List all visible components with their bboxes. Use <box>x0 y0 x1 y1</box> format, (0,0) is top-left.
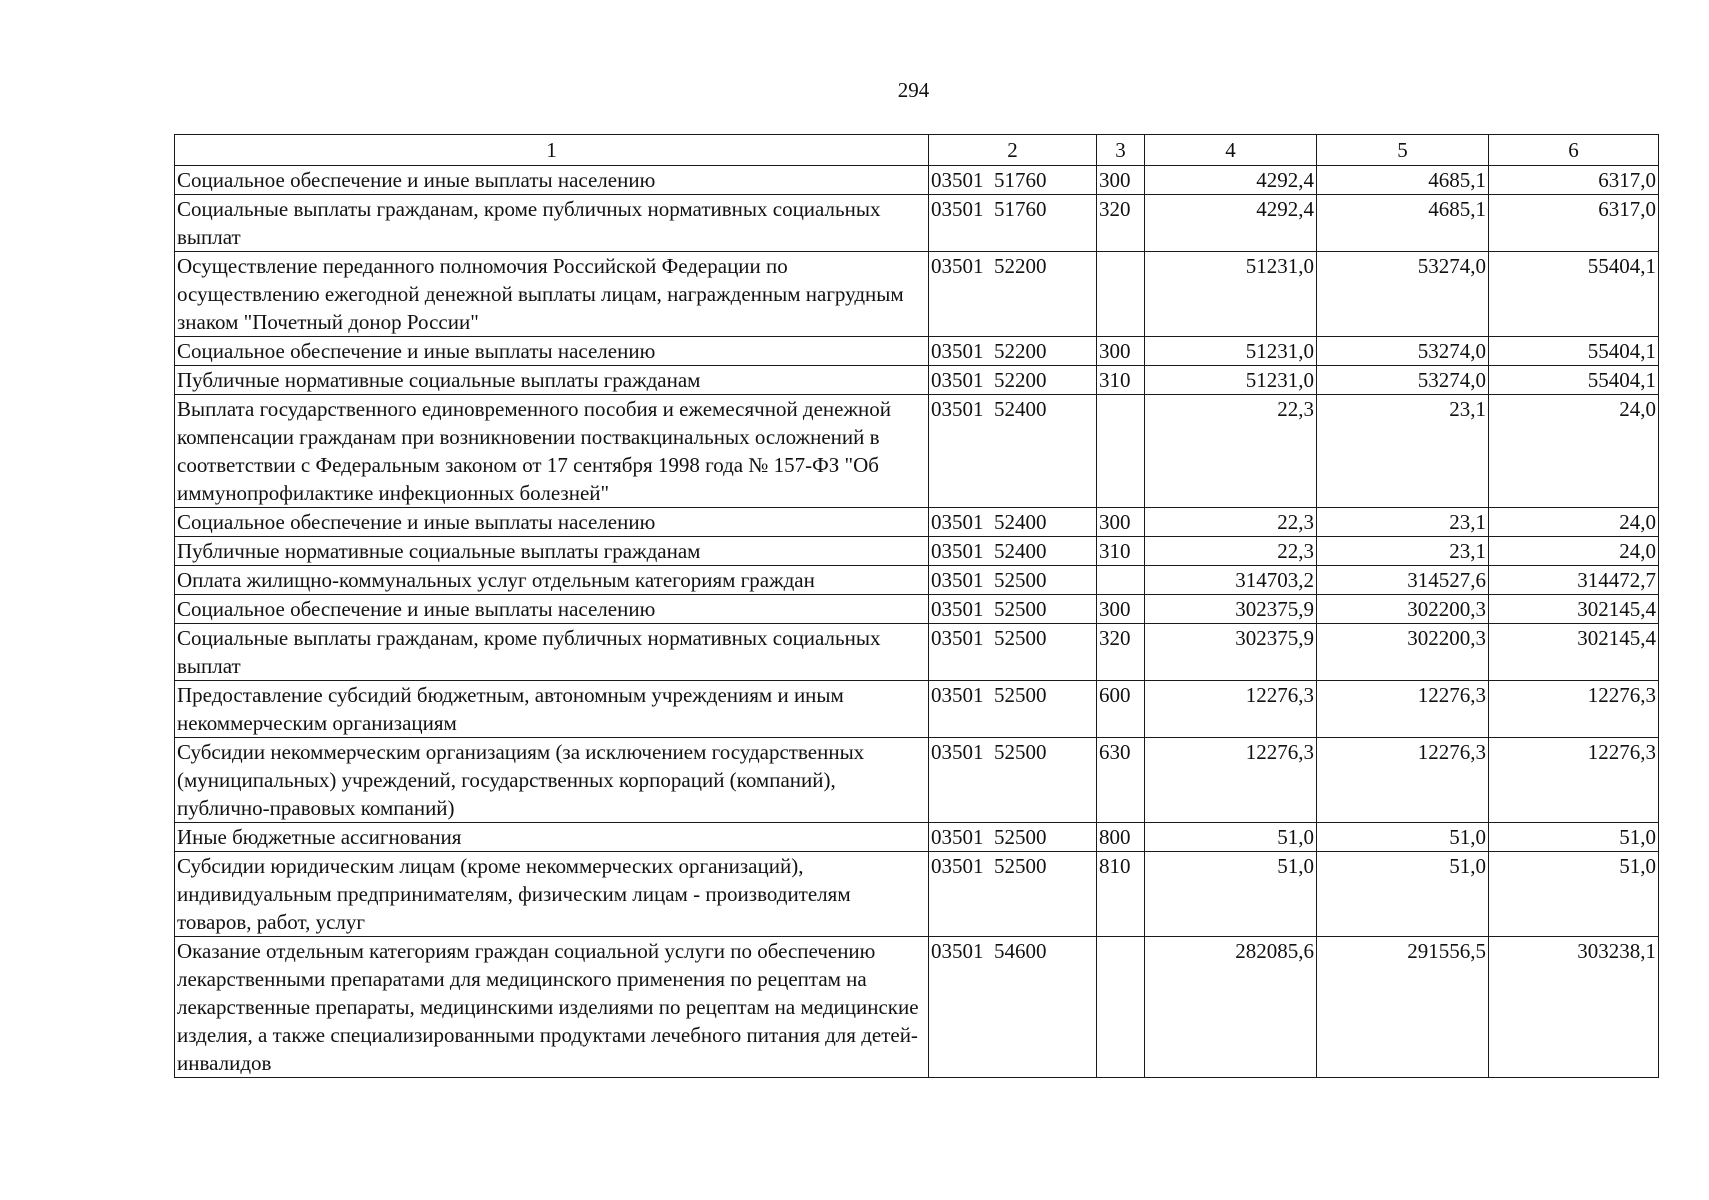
column-header: 6 <box>1489 135 1659 166</box>
table-header-row <box>175 135 1659 166</box>
row-type-cell: 600 <box>1097 681 1145 738</box>
table-row <box>175 395 1659 508</box>
row-type-cell: 300 <box>1097 508 1145 537</box>
row-name-cell: Публичные нормативные социальные выплаты гражданам <box>175 366 929 395</box>
row-value-col4: 51231,0 <box>1145 337 1317 366</box>
table-row <box>175 681 1659 738</box>
table-row <box>175 823 1659 852</box>
table-row <box>175 508 1659 537</box>
row-value-col4: 51,0 <box>1145 852 1317 937</box>
row-value-col5: 12276,3 <box>1317 681 1489 738</box>
row-value-col6: 12276,3 <box>1489 681 1659 738</box>
row-type-cell <box>1097 937 1145 1078</box>
row-type-cell: 630 <box>1097 738 1145 823</box>
row-code-cell: 03501 52500 <box>929 595 1097 624</box>
row-value-col4: 51,0 <box>1145 823 1317 852</box>
column-header: 3 <box>1097 135 1145 166</box>
row-code-cell: 03501 52400 <box>929 508 1097 537</box>
row-value-col5: 314527,6 <box>1317 566 1489 595</box>
row-code-cell: 03501 52400 <box>929 537 1097 566</box>
row-type-cell: 320 <box>1097 195 1145 252</box>
row-value-col6: 55404,1 <box>1489 252 1659 337</box>
row-value-col5: 53274,0 <box>1317 252 1489 337</box>
row-value-col6: 303238,1 <box>1489 937 1659 1078</box>
row-value-col6: 55404,1 <box>1489 337 1659 366</box>
row-value-col5: 51,0 <box>1317 823 1489 852</box>
column-header: 4 <box>1145 135 1317 166</box>
row-value-col6: 314472,7 <box>1489 566 1659 595</box>
row-code-cell: 03501 52500 <box>929 823 1097 852</box>
row-code-cell: 03501 52500 <box>929 738 1097 823</box>
row-name-cell: Субсидии некоммерческим организациям (за исключением государственных (муниципальных) учреждений, государственных корпораций (компаний), публично-правовых компаний) <box>175 738 929 823</box>
row-name-cell: Публичные нормативные социальные выплаты гражданам <box>175 537 929 566</box>
row-value-col6: 12276,3 <box>1489 738 1659 823</box>
row-value-col5: 12276,3 <box>1317 738 1489 823</box>
row-name-cell: Социальные выплаты гражданам, кроме публичных нормативных социальных выплат <box>175 195 929 252</box>
row-value-col4: 4292,4 <box>1145 195 1317 252</box>
row-type-cell: 310 <box>1097 537 1145 566</box>
row-value-col4: 314703,2 <box>1145 566 1317 595</box>
table-row <box>175 537 1659 566</box>
table-body <box>175 166 1659 1078</box>
row-value-col5: 4685,1 <box>1317 166 1489 195</box>
row-value-col5: 302200,3 <box>1317 595 1489 624</box>
table-row <box>175 595 1659 624</box>
row-type-cell: 320 <box>1097 624 1145 681</box>
row-value-col4: 12276,3 <box>1145 738 1317 823</box>
row-value-col5: 23,1 <box>1317 508 1489 537</box>
row-value-col5: 53274,0 <box>1317 366 1489 395</box>
table-row <box>175 337 1659 366</box>
row-type-cell: 810 <box>1097 852 1145 937</box>
row-code-cell: 03501 52400 <box>929 395 1097 508</box>
row-name-cell: Оплата жилищно-коммунальных услуг отдельным категориям граждан <box>175 566 929 595</box>
row-name-cell: Субсидии юридическим лицам (кроме некоммерческих организаций), индивидуальным предпринимателям, физическим лицам - производителям товаров, работ, услуг <box>175 852 929 937</box>
row-code-cell: 03501 52200 <box>929 337 1097 366</box>
row-value-col5: 302200,3 <box>1317 624 1489 681</box>
row-type-cell: 300 <box>1097 166 1145 195</box>
row-type-cell <box>1097 566 1145 595</box>
row-type-cell: 800 <box>1097 823 1145 852</box>
row-name-cell: Оказание отдельным категориям граждан социальной услуги по обеспечению лекарственными препаратами для медицинского применения по рецептам на лекарственные препараты, медицинскими изделиями по рецептам на медицинские изделия, а также специализированными продуктами лечебного питания для детей-инвалидов <box>175 937 929 1078</box>
table-row <box>175 624 1659 681</box>
row-value-col4: 282085,6 <box>1145 937 1317 1078</box>
row-name-cell: Выплата государственного единовременного пособия и ежемесячной денежной компенсации гражданам при возникновении поствакцинальных осложнений в соответствии с Федеральным законом от 17 сентября 1998 года № 157-ФЗ "Об иммунопрофилактике инфекционных болезней" <box>175 395 929 508</box>
row-value-col5: 51,0 <box>1317 852 1489 937</box>
table-row <box>175 937 1659 1078</box>
row-value-col5: 291556,5 <box>1317 937 1489 1078</box>
row-code-cell: 03501 51760 <box>929 166 1097 195</box>
row-code-cell: 03501 51760 <box>929 195 1097 252</box>
row-name-cell: Социальное обеспечение и иные выплаты населению <box>175 166 929 195</box>
row-value-col6: 51,0 <box>1489 852 1659 937</box>
row-value-col4: 302375,9 <box>1145 595 1317 624</box>
row-code-cell: 03501 52500 <box>929 624 1097 681</box>
row-name-cell: Осуществление переданного полномочия Российской Федерации по осуществлению ежегодной денежной выплаты лицам, награжденным нагрудным знаком "Почетный донор России" <box>175 252 929 337</box>
row-value-col6: 6317,0 <box>1489 166 1659 195</box>
table-row <box>175 738 1659 823</box>
row-code-cell: 03501 52200 <box>929 366 1097 395</box>
row-value-col5: 53274,0 <box>1317 337 1489 366</box>
row-value-col4: 51231,0 <box>1145 252 1317 337</box>
row-value-col5: 4685,1 <box>1317 195 1489 252</box>
budget-table <box>174 134 1659 1078</box>
row-type-cell <box>1097 395 1145 508</box>
table-row <box>175 252 1659 337</box>
row-value-col6: 24,0 <box>1489 537 1659 566</box>
row-value-col5: 23,1 <box>1317 395 1489 508</box>
row-value-col4: 51231,0 <box>1145 366 1317 395</box>
row-value-col4: 22,3 <box>1145 537 1317 566</box>
row-code-cell: 03501 52200 <box>929 252 1097 337</box>
row-value-col6: 55404,1 <box>1489 366 1659 395</box>
row-value-col6: 302145,4 <box>1489 624 1659 681</box>
column-header: 2 <box>929 135 1097 166</box>
row-value-col5: 23,1 <box>1317 537 1489 566</box>
row-value-col4: 22,3 <box>1145 395 1317 508</box>
page-number: 294 <box>897 78 930 102</box>
row-code-cell: 03501 52500 <box>929 852 1097 937</box>
row-name-cell: Социальные выплаты гражданам, кроме публичных нормативных социальных выплат <box>175 624 929 681</box>
row-value-col6: 51,0 <box>1489 823 1659 852</box>
row-type-cell: 300 <box>1097 595 1145 624</box>
table-row <box>175 566 1659 595</box>
row-code-cell: 03501 52500 <box>929 681 1097 738</box>
table-row <box>175 366 1659 395</box>
row-name-cell: Социальное обеспечение и иные выплаты населению <box>175 337 929 366</box>
table-row <box>175 852 1659 937</box>
row-name-cell: Иные бюджетные ассигнования <box>175 823 929 852</box>
row-value-col4: 302375,9 <box>1145 624 1317 681</box>
table-row <box>175 195 1659 252</box>
column-header: 5 <box>1317 135 1489 166</box>
row-name-cell: Социальное обеспечение и иные выплаты населению <box>175 595 929 624</box>
row-type-cell: 300 <box>1097 337 1145 366</box>
row-value-col4: 12276,3 <box>1145 681 1317 738</box>
row-value-col6: 24,0 <box>1489 508 1659 537</box>
row-value-col6: 24,0 <box>1489 395 1659 508</box>
row-value-col6: 6317,0 <box>1489 195 1659 252</box>
row-value-col4: 22,3 <box>1145 508 1317 537</box>
row-name-cell: Предоставление субсидий бюджетным, автономным учреждениям и иным некоммерческим организациям <box>175 681 929 738</box>
row-type-cell <box>1097 252 1145 337</box>
column-header: 1 <box>175 135 929 166</box>
table-row <box>175 166 1659 195</box>
row-name-cell: Социальное обеспечение и иные выплаты населению <box>175 508 929 537</box>
row-value-col6: 302145,4 <box>1489 595 1659 624</box>
row-value-col4: 4292,4 <box>1145 166 1317 195</box>
row-type-cell: 310 <box>1097 366 1145 395</box>
row-code-cell: 03501 54600 <box>929 937 1097 1078</box>
row-code-cell: 03501 52500 <box>929 566 1097 595</box>
